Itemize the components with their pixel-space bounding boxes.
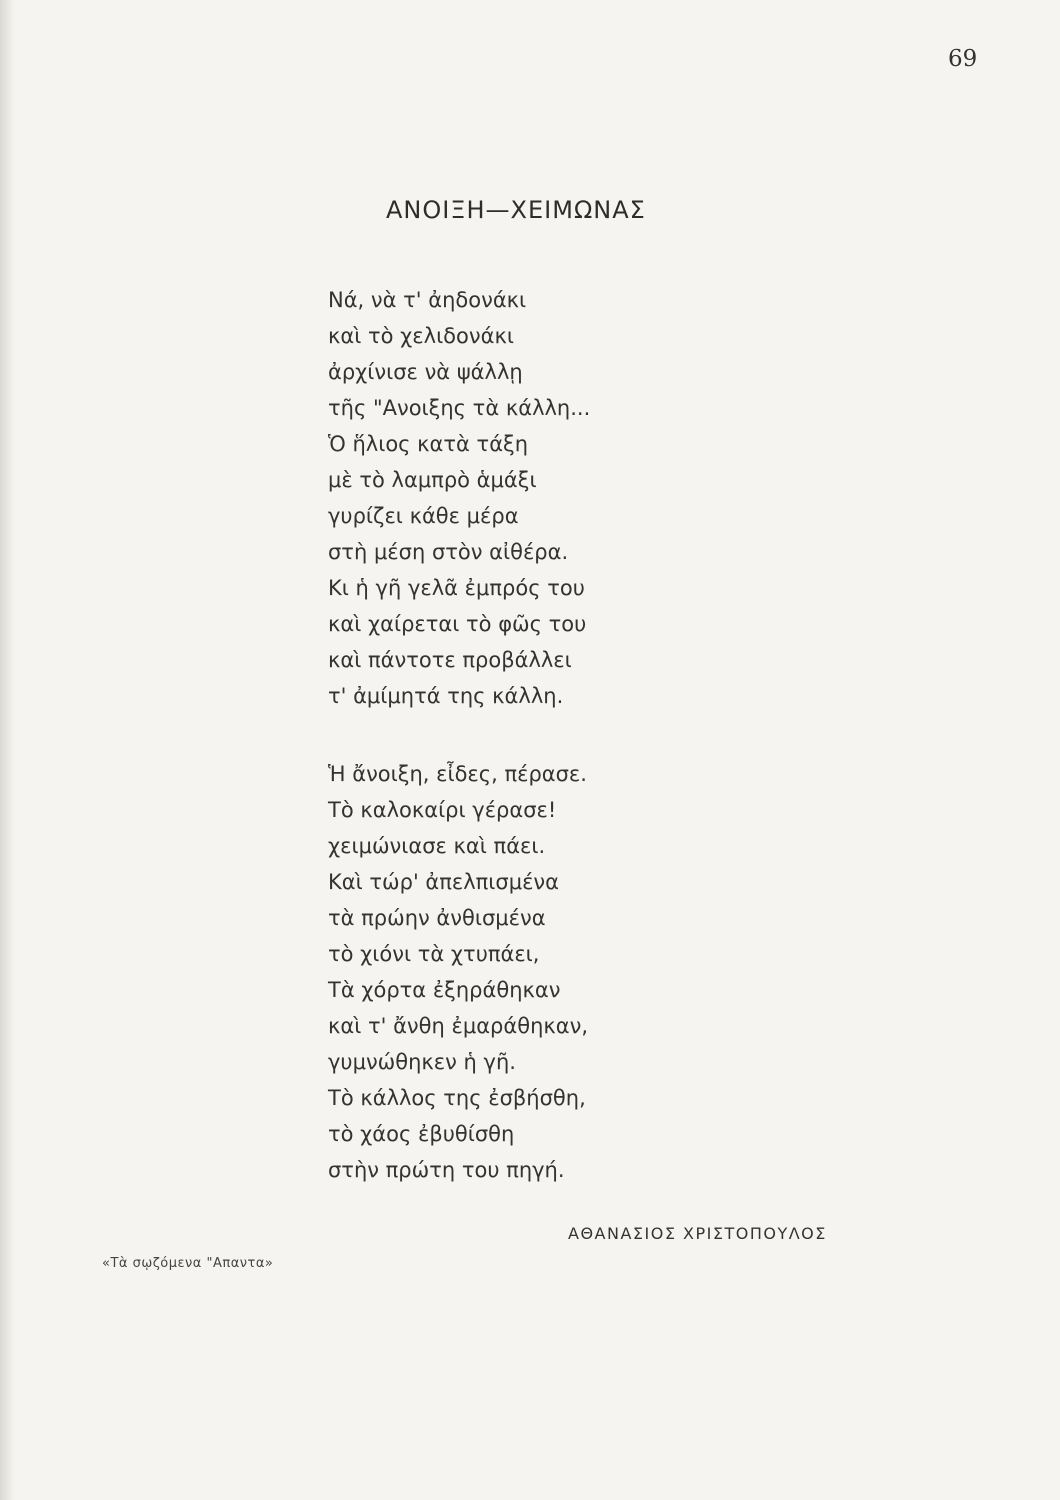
poem-line: στὴν πρώτη του πηγή. bbox=[328, 1158, 565, 1182]
source-citation: «Τὰ σῳζόμενα "Απαντα» bbox=[102, 1256, 274, 1271]
poem-line: τὸ χιόνι τὰ χτυπάει, bbox=[328, 942, 540, 966]
poem-line: καὶ τὸ χελιδονάκι bbox=[328, 324, 514, 348]
poem-line: Τὰ χόρτα ἐξηράθηκαν bbox=[328, 978, 561, 1002]
poem-title: ΑΝΟΙΞΗ—ΧΕΙΜΩΝΑΣ bbox=[386, 196, 646, 224]
poem-line: Τὸ καλοκαίρι γέρασε! bbox=[328, 798, 557, 822]
poem-line: Νά, νὰ τ' ἀηδονάκι bbox=[328, 288, 527, 312]
poem-line: τὸ χάος ἐβυθίσθη bbox=[328, 1122, 515, 1146]
poem-line: γυρίζει κάθε μέρα bbox=[328, 504, 519, 528]
poem-line: γυμνώθηκεν ἡ γῆ. bbox=[328, 1050, 516, 1074]
poem-line: μὲ τὸ λαμπρὸ ἁμάξι bbox=[328, 468, 537, 492]
poem-line: χειμώνιασε καὶ πάει. bbox=[328, 834, 546, 858]
poem-line: τ' ἀμίμητά της κάλλη. bbox=[328, 684, 564, 708]
poem-line: καὶ τ' ἄνθη ἐμαράθηκαν, bbox=[328, 1014, 589, 1038]
poem-line: καὶ χαίρεται τὸ φῶς του bbox=[328, 612, 587, 636]
poem-line: Ὁ ἥλιος κατὰ τάξη bbox=[328, 432, 529, 456]
poem-line: Καὶ τώρ' ἀπελπισμένα bbox=[328, 870, 560, 894]
poem-line: στὴ μέση στὸν αἰθέρα. bbox=[328, 540, 569, 564]
poem-line: ἀρχίνισε νὰ ψάλλῃ bbox=[328, 360, 523, 384]
author-name: ΑΘΑΝΑΣΙΟΣ ΧΡΙΣΤΟΠΟΥΛΟΣ bbox=[568, 1224, 827, 1243]
page-binding-edge bbox=[0, 0, 14, 1500]
poem-line: τῆς "Ανοιξης τὰ κάλλη... bbox=[328, 396, 591, 420]
poem-line: Τὸ κάλλος της ἐσβήσθη, bbox=[328, 1086, 586, 1110]
stanza-1 bbox=[328, 282, 748, 714]
poem-line: Ἡ ἄνοιξη, εἶδες, πέρασε. bbox=[328, 762, 587, 786]
stanza-2 bbox=[328, 756, 748, 1188]
poem-line: καὶ πάντοτε προβάλλει bbox=[328, 648, 572, 672]
page-number: 69 bbox=[948, 46, 978, 72]
poem-line: Κι ἡ γῆ γελᾶ ἐμπρός του bbox=[328, 576, 585, 600]
poem-line: τὰ πρώην ἀνθισμένα bbox=[328, 906, 546, 930]
